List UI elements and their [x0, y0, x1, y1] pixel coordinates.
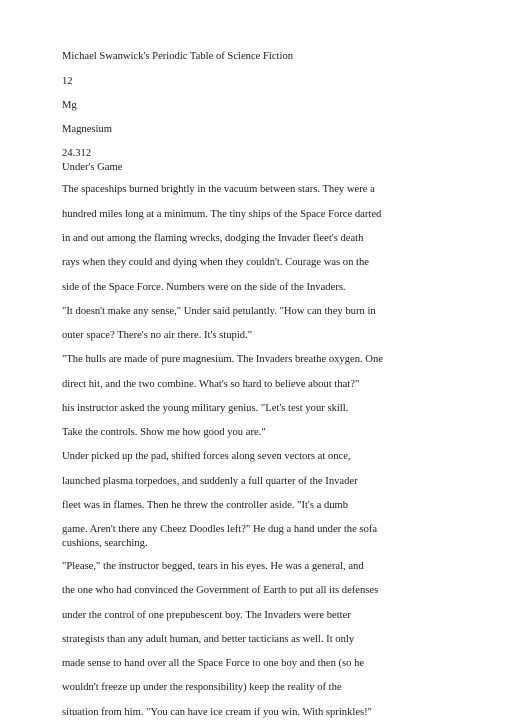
body-line: direct hit, and the two combine. What's so hard to believe about that?": [62, 379, 360, 390]
body-line: The spaceships burned brightly in the vacuum between stars. They were a: [62, 184, 375, 195]
element-name: Magnesium: [62, 124, 113, 135]
story-title: Under's Game: [62, 162, 123, 173]
body-line: the one who had convinced the Government of Earth to put all its defenses: [62, 585, 379, 596]
atomic-number: 12: [62, 76, 73, 87]
body-line: cushions, searching.: [62, 538, 148, 549]
atomic-weight: 24.312: [62, 148, 92, 159]
body-line: "It doesn't make any sense," Under said petulantly. "How can they burn in: [62, 306, 376, 317]
body-line: Under picked up the pad, shifted forces along seven vectors at once,: [62, 451, 351, 462]
body-line: situation from him. "You can have ice cream if you win. With sprinkles!": [62, 707, 372, 718]
body-line: "The hulls are made of pure magnesium. The Invaders breathe oxygen. One: [62, 354, 383, 365]
body-line: in and out among the flaming wrecks, dodging the Invader fleet's death: [62, 233, 364, 244]
element-symbol: Mg: [62, 100, 77, 111]
body-line: "Please," the instructor begged, tears in his eyes. He was a general, and: [62, 561, 364, 572]
body-line: rays when they could and dying when they couldn't. Courage was on the: [62, 257, 369, 268]
body-line: hundred miles long at a minimum. The tiny ships of the Space Force darted: [62, 209, 382, 220]
body-line: game. Aren't there any Cheez Doodles left?" He dug a hand under the sofa: [62, 524, 378, 535]
body-line: outer space? There's no air there. It's stupid.": [62, 330, 253, 341]
body-line: side of the Space Force. Numbers were on the side of the Invaders.: [62, 282, 346, 293]
body-line: his instructor asked the young military genius. "Let's test your skill.: [62, 403, 349, 414]
body-line: Take the controls. Show me how good you are.": [62, 427, 266, 438]
body-line: made sense to hand over all the Space Force to one boy and then (so he: [62, 658, 365, 669]
body-line: fleet was in flames. Then he threw the controller aside. "It's a dumb: [62, 500, 349, 511]
series-title: Michael Swanwick's Periodic Table of Science Fiction: [62, 51, 294, 62]
body-line: under the control of one prepubescent boy. The Invaders were better: [62, 610, 351, 621]
body-line: launched plasma torpedoes, and suddenly a full quarter of the Invader: [62, 476, 358, 487]
body-line: strategists than any adult human, and better tacticians as well. It only: [62, 634, 355, 645]
body-line: wouldn't freeze up under the responsibility) keep the reality of the: [62, 682, 342, 693]
